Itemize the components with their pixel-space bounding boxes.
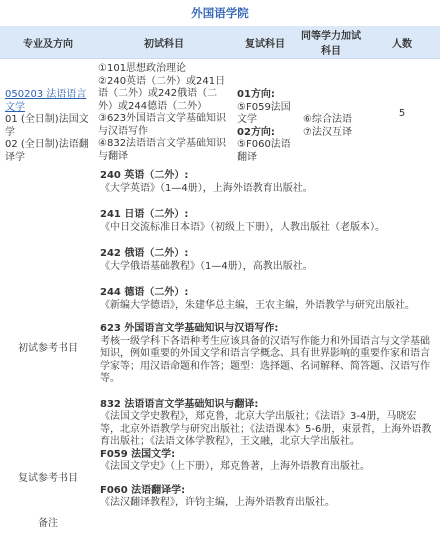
remark-label: 备注 xyxy=(38,517,58,529)
page-title: 外国语学院 xyxy=(191,6,249,20)
program-table xyxy=(0,26,440,530)
ref-title: 241 日语（二外）: xyxy=(100,209,189,220)
retest-ref-label: 复试参考书目 xyxy=(18,472,78,484)
direction-1: 01 (全日制)法国文学 xyxy=(5,114,89,138)
ref-title: 244 德语（二外）: xyxy=(100,287,189,298)
prelim-item: ④832法语语言文学基础知识与翻译 xyxy=(98,138,227,162)
retest-item: ⑤F060法语翻译 xyxy=(237,139,291,163)
retest-direction-label: 01方向: xyxy=(237,89,275,100)
major-code-link[interactable]: 050203 法语语言文学 xyxy=(5,89,87,113)
ref-title: 242 俄语（二外）: xyxy=(100,248,189,259)
ref-title: 623 外国语言文学基础知识与汉语写作: xyxy=(100,323,279,334)
ref-block xyxy=(100,399,436,449)
equiv-item: ⑦法汉互译 xyxy=(303,126,352,138)
ref-block xyxy=(100,287,436,312)
enrollment-count: 5 xyxy=(398,108,406,120)
ref-block xyxy=(100,248,436,273)
header-retest: 复试科目 xyxy=(232,26,298,59)
header-prelim: 初试科目 xyxy=(96,26,232,59)
ref-text: 《大学俄语基础教程》（1—4册），高教出版社。 xyxy=(100,260,313,272)
ref-title: 832 法语语言文学基础知识与翻译: xyxy=(100,398,259,410)
header-major: 专业及方向 xyxy=(0,26,96,59)
ref-block xyxy=(100,323,436,386)
ref-title: F059 法国文学: xyxy=(100,448,176,460)
retest-item: ⑤F059法国文学 xyxy=(237,101,291,125)
ref-text: 《大学英语》（1—4册），上海外语教育出版社。 xyxy=(100,182,313,194)
remark-row xyxy=(0,510,440,531)
prelim-item: ③623外国语言文学基础知识与汉语写作 xyxy=(98,113,227,137)
table-row xyxy=(0,59,440,171)
ref-text: 《新编大学德语》，朱建华总主编，王农主编，外语教学与研究出版社。 xyxy=(100,299,415,311)
ref-text: 《法国文学史教程》，郑克鲁，北京大学出版社；《法语》3-4册，马晓宏等，北京外语教学与研究出版社；《法语课本》5-6册，束景哲，上海外语教育出版社；《法语文体学教程》，王文融，北京大学出版社。 xyxy=(100,411,432,447)
prelim-item: ②240英语（二外）或241日语（二外）或242俄语（二外）或244德语（二外） xyxy=(98,75,226,112)
equiv-item: ⑥综合法语 xyxy=(303,114,352,125)
prelim-ref-row xyxy=(0,170,440,449)
retest-direction-label: 02方向: xyxy=(237,126,275,138)
retest-ref-row xyxy=(0,449,440,510)
ref-title: F060 法语翻译学: xyxy=(100,484,186,496)
direction-2: 02 (全日制)法语翻译学 xyxy=(5,139,89,163)
ref-text: 《法国文学史》（上下册），郑克鲁著，上海外语教育出版社。 xyxy=(100,461,370,472)
ref-text: 《法汉翻译教程》，许钧主编，上海外语教育出版社。 xyxy=(100,497,335,508)
prelim-item: ①101思想政治理论 xyxy=(98,63,187,74)
ref-block xyxy=(100,449,436,474)
ref-block xyxy=(100,170,436,195)
ref-text: 《中日交流标准日本语》（初级上下册），人教出版社（老版本）。 xyxy=(100,221,385,233)
prelim-ref-label: 初试参考书目 xyxy=(18,343,78,354)
ref-block xyxy=(100,209,436,234)
table-header-row xyxy=(0,26,440,59)
ref-text: 考核一级学科下各语种考生应该具备的汉语写作能力和外国语言与文学基础知识，例如重要的外国文学和语言学概念、具有世界影响的重要作家和语言学家等；用汉语命题和作答；题型：选择题、名词解释、简答题、汉语写作等。 xyxy=(100,335,430,384)
ref-title: 240 英语（二外）: xyxy=(100,170,189,181)
header-equiv: 同等学力加试科目 xyxy=(298,26,364,59)
header-count: 人数 xyxy=(364,26,440,59)
ref-block xyxy=(100,485,436,510)
